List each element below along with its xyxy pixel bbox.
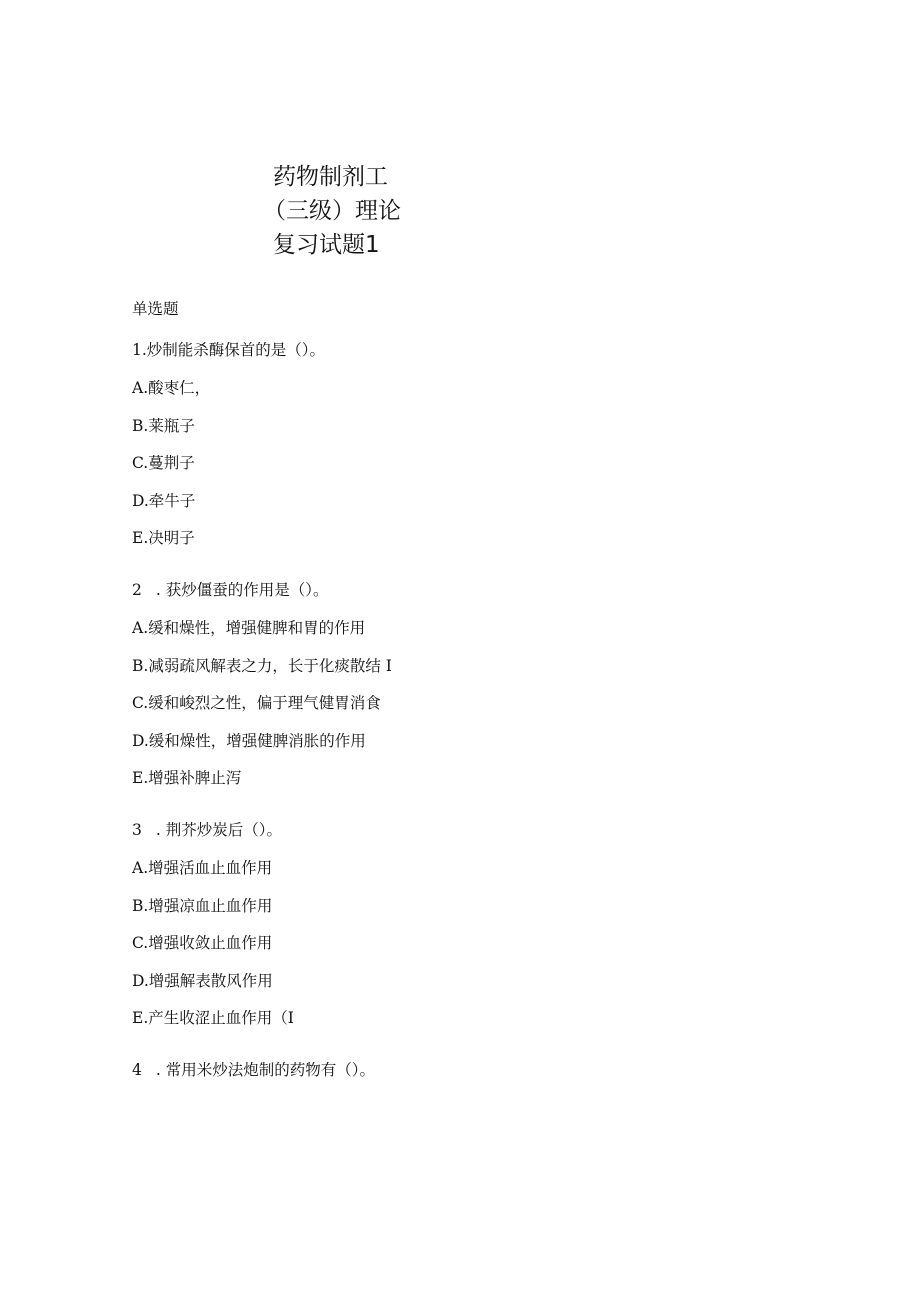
option-e: E.增强补脾止泻 [132, 769, 242, 788]
option-b: B.莱瓶子 [132, 416, 195, 435]
question-4 [132, 1056, 832, 1084]
question-stem [132, 1056, 832, 1084]
question-text: . 获炒僵蚕的作用是（）。 [155, 580, 329, 599]
question-text: . 荆芥炒炭后（）。 [155, 820, 282, 839]
question-number: 1. [132, 341, 147, 359]
title-line-3: 复习试题1 [273, 232, 380, 258]
option-d: D.增强解表散风作用 [132, 971, 273, 990]
option-e: E.决明子 [132, 529, 195, 548]
question-text: . 常用米炒法炮制的药物有（）。 [155, 1060, 375, 1079]
option-d: D.缓和燥性，增强健脾消胀的作用 [132, 731, 366, 750]
option-a: A.酸枣仁， [132, 379, 211, 397]
option-c: C.缓和峻烈之性，偏于理气健胃消食 [132, 694, 381, 713]
section-label: 单选题 [132, 300, 179, 318]
option-a: A.增强活血止血作用 [132, 858, 273, 877]
question-stem [132, 816, 832, 844]
option-c: C.蔓荆子 [132, 454, 195, 473]
question-1 [132, 336, 832, 562]
title-line-1: 药物制剂工 [273, 164, 388, 190]
question-stem [132, 336, 832, 364]
option-a: A.缓和燥性，增强健脾和胃的作用 [132, 618, 366, 637]
question-stem [132, 576, 832, 604]
option-b: B.增强凉血止血作用 [132, 896, 273, 915]
option-e: E.产生收涩止血作用（I [132, 1009, 294, 1028]
option-d: D.牵牛子 [132, 491, 196, 510]
question-number: 4 [132, 1060, 142, 1079]
question-3 [132, 816, 832, 1042]
question-number: 2 [132, 580, 142, 599]
question-number: 3 [132, 820, 142, 839]
document-title [263, 160, 401, 262]
option-b: B.减弱疏风解表之力，长于化痰散结 I [132, 656, 392, 675]
document-body [132, 295, 832, 1098]
question-2 [132, 576, 832, 802]
question-text: 炒制能杀酶保首的是（）。 [146, 341, 326, 359]
option-c: C.增强收敛止血作用 [132, 934, 273, 953]
title-line-2: （三级）理论 [263, 198, 401, 224]
